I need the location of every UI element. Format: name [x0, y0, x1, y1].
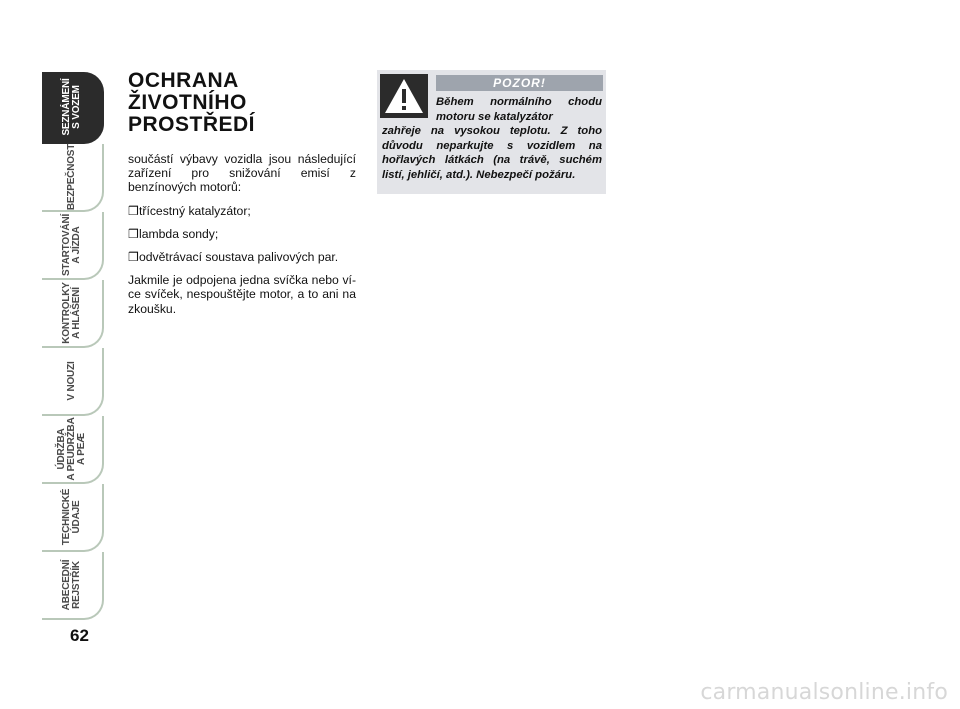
- title-line-2: PROSTŘEDÍ: [128, 113, 256, 136]
- tab-label: BEZPEČNOST: [66, 143, 77, 211]
- chapter-tabs: [42, 72, 106, 622]
- tab-label: V NOUZI: [66, 361, 77, 401]
- list-item-text: odvětrávací soustava palivových par.: [139, 250, 339, 265]
- tab-label: SEZNÁMENÍ S VOZEM: [61, 78, 82, 136]
- bullet-box-icon: ❒: [128, 250, 139, 265]
- tab-label: ÚDRŽBA A PEUDRŽBA A PEÆ: [56, 417, 87, 481]
- tab-udrzba[interactable]: [42, 416, 104, 484]
- bullet-box-icon: ❒: [128, 203, 139, 218]
- title-line-1: OCHRANA ŽIVOTNÍHO: [128, 69, 247, 114]
- page-title: [128, 70, 356, 136]
- tab-technicke-udaje[interactable]: [42, 484, 104, 552]
- list-item: [128, 227, 356, 241]
- tab-v-nouzi[interactable]: [42, 348, 104, 416]
- list-item-text: třícestný katalyzátor;: [139, 203, 251, 218]
- tab-abecedni-rejstrik[interactable]: [42, 552, 104, 620]
- warning-text: [382, 95, 602, 182]
- watermark: carmanualsonline.info: [700, 680, 948, 705]
- tab-label: KONTROLKY A HLÁŠENÍ: [61, 282, 82, 344]
- outro-paragraph: Jakmile je odpojena jedna svíčka nebo ví-ce svíček, nespouštějte motor, a to ani na zkoušku.: [128, 273, 356, 316]
- main-column: [128, 70, 356, 325]
- tab-bezpecnost[interactable]: [42, 144, 104, 212]
- bullet-box-icon: ❒: [128, 226, 139, 241]
- tab-label: ABECEDNÍ REJSTŘÍK: [61, 559, 82, 611]
- tab-label: TECHNICKÉ ÚDAJE: [61, 488, 82, 546]
- list-item-text: lambda sondy;: [139, 226, 219, 241]
- list-item: [128, 204, 356, 218]
- warning-text-rest: zahřeje na vysokou teplotu. Z toho důvodu neparkujte s vozidlem na hořlavých látkách (na trávě, suchém listí, jehličí, atd.). Nebezpečí požáru.: [382, 125, 602, 181]
- tab-kontrolky-a-hlaseni[interactable]: [42, 280, 104, 348]
- tab-startovani-a-jizda[interactable]: [42, 212, 104, 280]
- list-item: [128, 250, 356, 264]
- page-number: 62: [70, 626, 89, 645]
- intro-paragraph: součástí výbavy vozidla jsou následující zařízení pro snižování emisí z benzínových motorů:: [128, 152, 356, 195]
- tab-seznameni-s-vozem[interactable]: [42, 72, 104, 144]
- tab-label: STARTOVÁNÍ A JÍZDA: [61, 213, 82, 277]
- warning-heading: POZOR!: [436, 75, 603, 91]
- warning-text-first: Během normálního chodu motoru se katalyzátor: [436, 96, 602, 123]
